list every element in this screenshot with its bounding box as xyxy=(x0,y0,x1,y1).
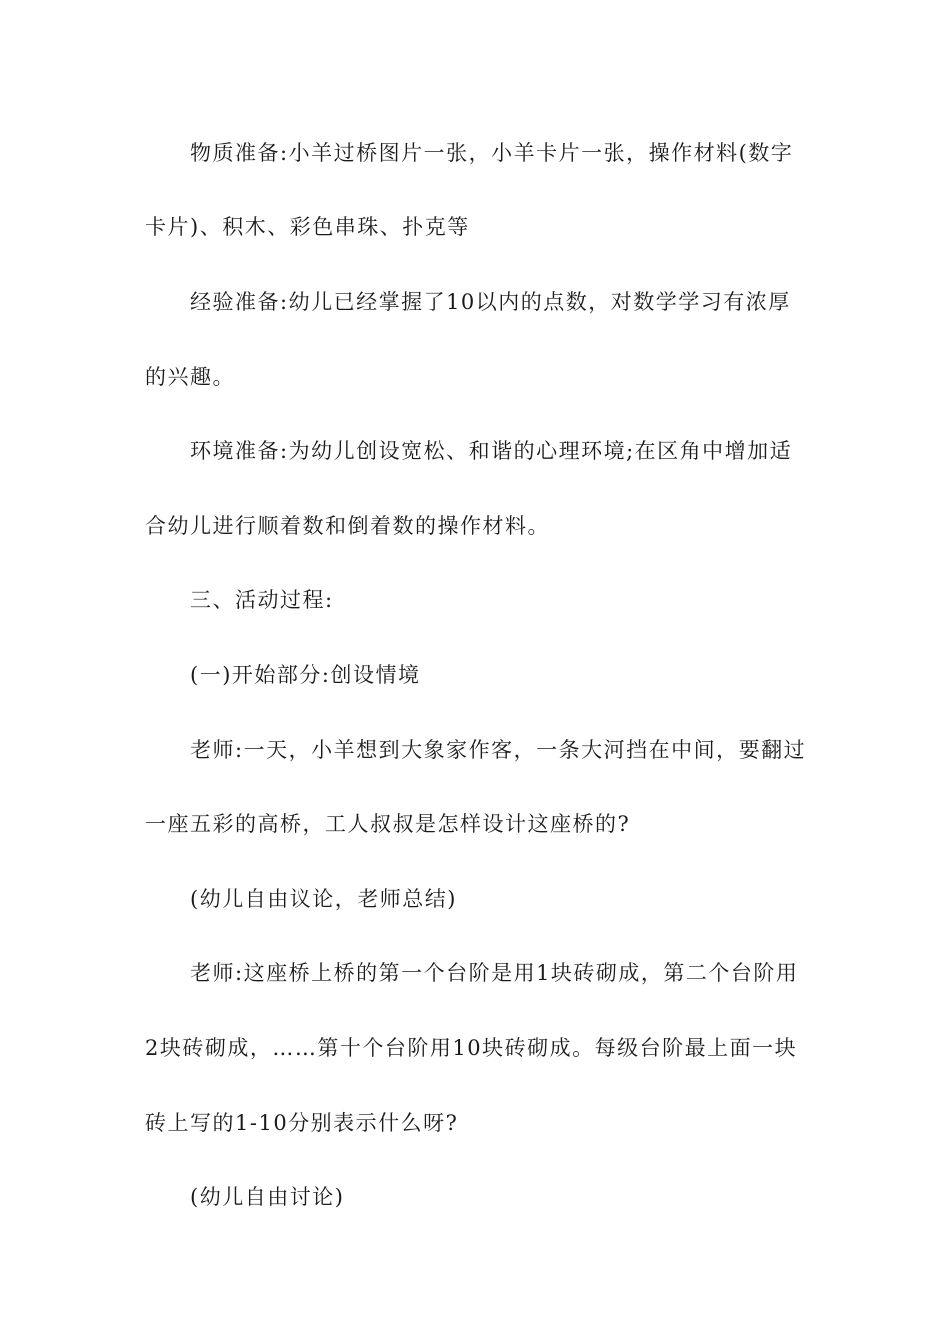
paragraph-teacher-bridge: 老师:这座桥上桥的第一个台阶是用1块砖砌成，第二个台阶用 xyxy=(190,961,799,985)
paragraph-material-prep: 物质准备:小羊过桥图片一张，小羊卡片一张，操作材料(数字 xyxy=(190,141,794,165)
paragraph-children-discuss-summary: (幼儿自由议论，老师总结) xyxy=(190,887,457,911)
paragraph-teacher-intro: 老师:一天，小羊想到大象家作客，一条大河挡在中间，要翻过 xyxy=(190,738,807,762)
paragraph-teacher-intro-cont: 一座五彩的高桥，工人叔叔是怎样设计这座桥的? xyxy=(145,812,631,836)
paragraph-teacher-bridge-cont2: 砖上写的1-10分别表示什么呀? xyxy=(145,1111,459,1135)
section-heading-activity-process: 三、活动过程: xyxy=(190,588,334,612)
paragraph-experience-prep-cont: 的兴趣。 xyxy=(145,365,235,389)
subsection-heading-opening: (一)开始部分:创设情境 xyxy=(190,663,421,687)
paragraph-environment-prep-cont: 合幼儿进行顺着数和倒着数的操作材料。 xyxy=(145,514,550,538)
paragraph-children-discuss: (幼儿自由讨论) xyxy=(190,1185,345,1209)
paragraph-teacher-bridge-cont1: 2块砖砌成，……第十个台阶用10块砖砌成。每级台阶最上面一块 xyxy=(145,1036,798,1060)
paragraph-environment-prep: 环境准备:为幼儿创设宽松、和谐的心理环境;在区角中增加适 xyxy=(190,439,793,463)
paragraph-material-prep-cont: 卡片)、积木、彩色串珠、扑克等 xyxy=(145,215,470,239)
paragraph-experience-prep: 经验准备:幼儿已经掌握了10以内的点数，对数学学习有浓厚 xyxy=(190,290,791,314)
